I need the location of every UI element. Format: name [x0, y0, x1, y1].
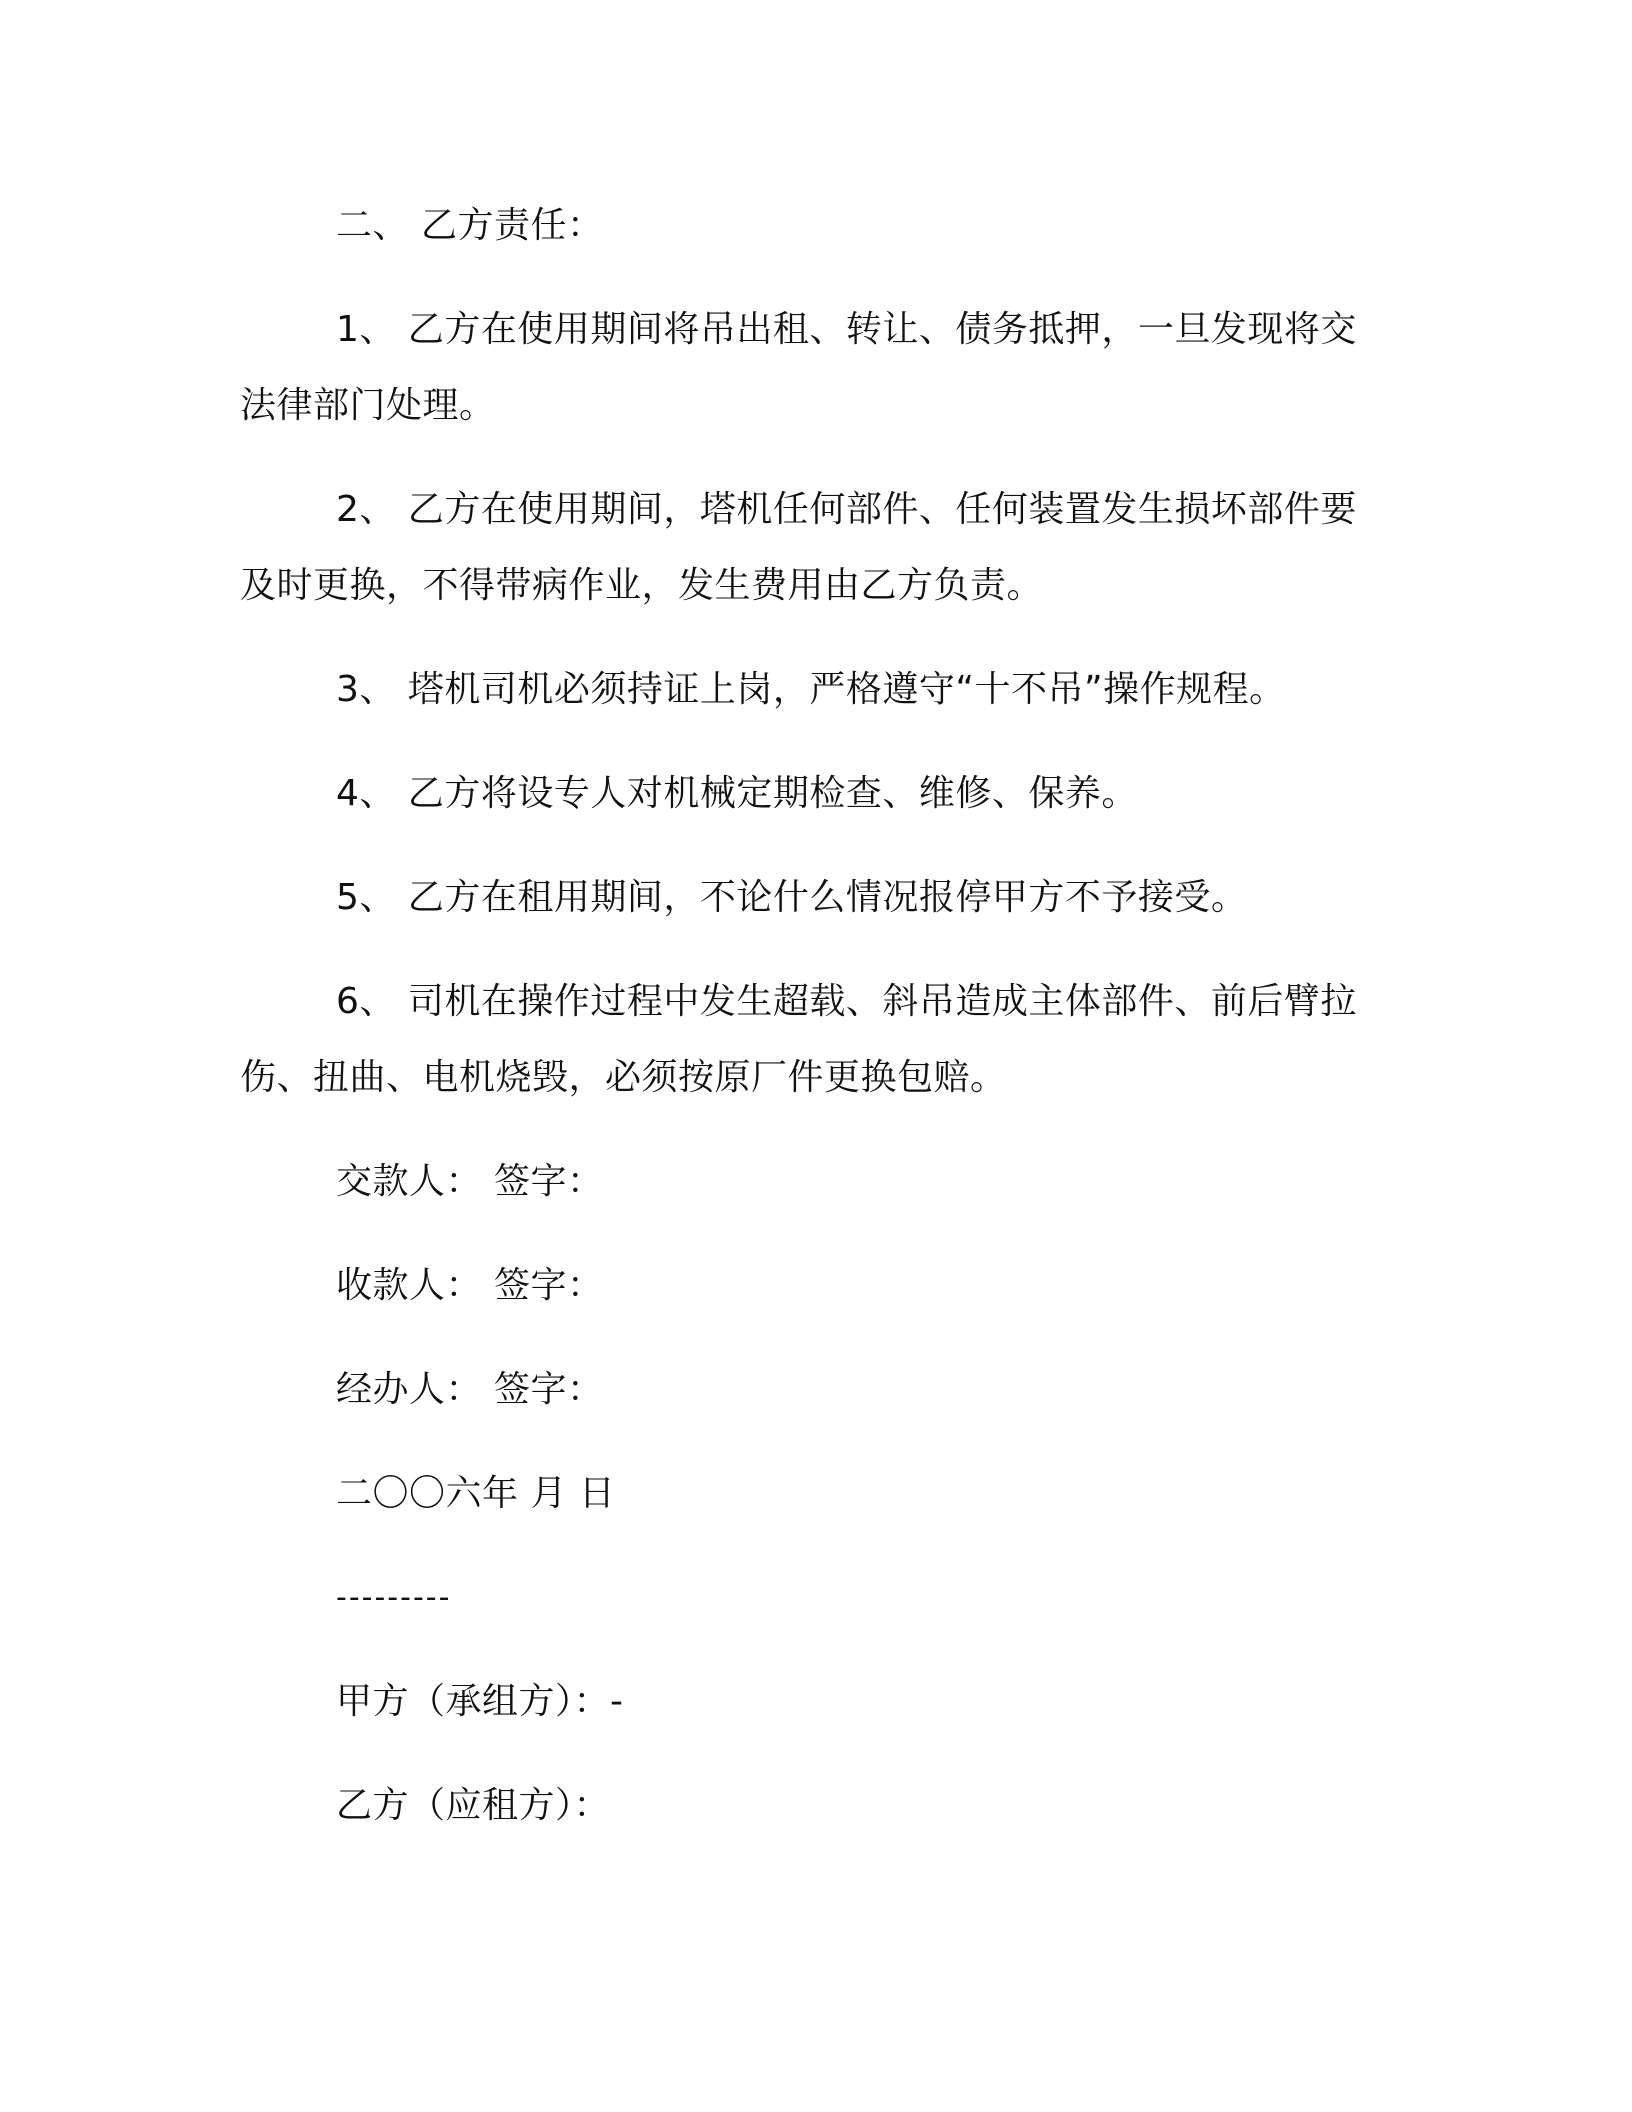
- separator-line: ---------: [336, 1580, 452, 1615]
- handler-signature-line: 经办人： 签字：: [336, 1369, 604, 1410]
- clause-4: 4、 乙方将设专人对机械定期检查、维修、保养。: [336, 773, 1138, 814]
- payer-signature-line: 交款人： 签字：: [336, 1161, 604, 1202]
- party-a-line: 甲方（承组方）：-: [336, 1681, 624, 1722]
- party-b-line: 乙方（应租方）：: [336, 1785, 611, 1826]
- section-title: 二、 乙方责任：: [336, 205, 604, 246]
- clause-5: 5、 乙方在租用期间，不论什么情况报停甲方不予接受。: [336, 877, 1248, 918]
- date-line: 二〇〇六年 月 日: [336, 1473, 616, 1514]
- clause-1: 1、 乙方在使用期间将吊出租、转让、债务抵押，一旦发现将交法律部门处理。: [240, 309, 1357, 426]
- payee-signature-line: 收款人： 签字：: [336, 1265, 604, 1306]
- clause-3: 3、 塔机司机必须持证上岗，严格遵守“十不吊”操作规程。: [336, 669, 1286, 710]
- clause-6: 6、 司机在操作过程中发生超载、斜吊造成主体部件、前后臂拉伤、扭曲、电机烧毁，必须按原厂件更换包赔。: [240, 981, 1357, 1098]
- document-body: [240, 188, 1360, 1872]
- clause-2: 2、 乙方在使用期间，塔机任何部件、任何装置发生损坏部件要及时更换，不得带病作业，发生费用由乙方负责。: [240, 489, 1357, 606]
